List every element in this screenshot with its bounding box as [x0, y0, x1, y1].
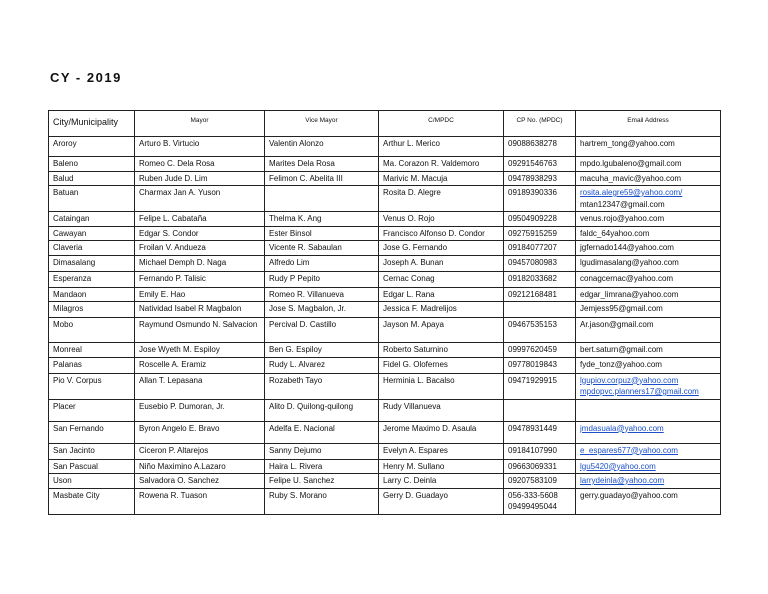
table-row: [49, 357, 721, 373]
cp-number-cell: 09663069331: [504, 459, 576, 474]
city-cell: Monreal: [49, 343, 135, 358]
vice-mayor-cell: Felimon C. Abelita III: [265, 171, 379, 186]
table-row: [49, 212, 721, 227]
table-row: [49, 488, 721, 514]
directory-table: [48, 110, 721, 515]
table-row: [49, 399, 721, 421]
mpdc-cell: Francisco Alfonso D. Condor: [379, 226, 504, 241]
vice-mayor-cell: Marites Dela Rosa: [265, 157, 379, 172]
email-link[interactable]: jmdasuala@yahoo.com: [580, 423, 664, 433]
email-text: mtan12347@gmail.com: [580, 199, 665, 209]
city-cell: Claveria: [49, 241, 135, 256]
email-cell: [576, 302, 721, 318]
email-text: lgudimasalang@yahoo.com: [580, 257, 679, 267]
cp-number-cell: 09291546763: [504, 157, 576, 172]
cp-number-cell: 09184107990: [504, 443, 576, 459]
email-cell: [576, 373, 721, 399]
email-cell: [576, 488, 721, 514]
table-row: [49, 421, 721, 443]
city-cell: Baleno: [49, 157, 135, 172]
cp-number-cell: 09182033682: [504, 271, 576, 287]
mpdc-cell: Larry C. Deinla: [379, 474, 504, 489]
city-cell: Palanas: [49, 357, 135, 373]
email-cell: [576, 241, 721, 256]
mpdc-cell: Fidel G. Olofernes: [379, 357, 504, 373]
vice-mayor-cell: Percival D. Castillo: [265, 318, 379, 343]
email-cell: [576, 271, 721, 287]
email-text: edgar_limrana@yahoo.com: [580, 289, 679, 299]
city-cell: Milagros: [49, 302, 135, 318]
email-text: faldc_64yahoo.com: [580, 228, 650, 238]
city-cell: Balud: [49, 171, 135, 186]
mpdc-cell: Ma. Corazon R. Valdemoro: [379, 157, 504, 172]
vice-mayor-cell: Ester Binsol: [265, 226, 379, 241]
column-header: Email Address: [576, 111, 721, 137]
table-row: [49, 271, 721, 287]
table-row: [49, 241, 721, 256]
email-cell: [576, 255, 721, 271]
email-cell: [576, 226, 721, 241]
mayor-cell: Salvadora O. Sanchez: [135, 474, 265, 489]
mayor-cell: Jose Wyeth M. Espiloy: [135, 343, 265, 358]
email-cell: [576, 137, 721, 157]
column-header: CP No. (MPDC): [504, 111, 576, 137]
vice-mayor-cell: Rozabeth Tayo: [265, 373, 379, 399]
mpdc-cell: Joseph A. Bunan: [379, 255, 504, 271]
table-row: [49, 157, 721, 172]
mayor-cell: Emily E. Hao: [135, 287, 265, 302]
mayor-cell: Romeo C. Dela Rosa: [135, 157, 265, 172]
table-row: [49, 226, 721, 241]
vice-mayor-cell: Sanny Dejumo: [265, 443, 379, 459]
cp-number-cell: 09997620459: [504, 343, 576, 358]
mpdc-cell: Herminia L. Bacalso: [379, 373, 504, 399]
email-text: Ar.jason@gmail.com: [580, 320, 654, 329]
email-text: bert.saturn@gmail.com: [580, 345, 663, 354]
city-cell: Esperanza: [49, 271, 135, 287]
cp-number-cell: 056-333-5608 09499495044: [504, 488, 576, 514]
column-header: City/Municipality: [49, 111, 135, 137]
vice-mayor-cell: Alfredo Lim: [265, 255, 379, 271]
mayor-cell: Natividad Isabel R Magbalon: [135, 302, 265, 318]
city-cell: San Pascual: [49, 459, 135, 474]
email-text: jgfernado144@yahoo.com: [580, 243, 674, 252]
mayor-cell: Michael Demph D. Naga: [135, 255, 265, 271]
email-text: hartrem_tong@yahoo.com: [580, 139, 675, 148]
cp-number-cell: 09471929915: [504, 373, 576, 399]
vice-mayor-cell: Romeo R. Villanueva: [265, 287, 379, 302]
mayor-cell: Byron Angelo E. Bravo: [135, 421, 265, 443]
email-cell: [576, 157, 721, 172]
mpdc-cell: Venus O. Rojo: [379, 212, 504, 227]
cp-number-cell: [504, 302, 576, 318]
table-row: [49, 459, 721, 474]
city-cell: Dimasalang: [49, 255, 135, 271]
city-cell: San Jacinto: [49, 443, 135, 459]
cp-number-cell: 09212168481: [504, 287, 576, 302]
email-cell: [576, 212, 721, 227]
email-cell: [576, 357, 721, 373]
email-link[interactable]: lgu5420@yahoo.com: [580, 461, 656, 471]
email-text: mpdo.lgubaleno@gmail.com: [580, 159, 682, 168]
city-cell: San Fernando: [49, 421, 135, 443]
vice-mayor-cell: Adelfa E. Nacional: [265, 421, 379, 443]
vice-mayor-cell: Ruby S. Morano: [265, 488, 379, 514]
email-cell: [576, 474, 721, 489]
cp-number-cell: 09184077207: [504, 241, 576, 256]
city-cell: Placer: [49, 399, 135, 421]
mpdc-cell: Jessica F. Madrelijos: [379, 302, 504, 318]
city-cell: Aroroy: [49, 137, 135, 157]
mpdc-cell: Marivic M. Macuja: [379, 171, 504, 186]
table-row: [49, 137, 721, 157]
mayor-cell: Edgar S. Condor: [135, 226, 265, 241]
mpdc-cell: Edgar L. Rana: [379, 287, 504, 302]
city-cell: Masbate City: [49, 488, 135, 514]
vice-mayor-cell: [265, 186, 379, 212]
table-row: [49, 474, 721, 489]
table-row: [49, 171, 721, 186]
email-text: venus.rojo@yahoo.com: [580, 214, 665, 223]
cp-number-cell: 09478931449: [504, 421, 576, 443]
table-row: [49, 255, 721, 271]
cp-number-cell: 09478938293: [504, 171, 576, 186]
mpdc-cell: Jayson M. Apaya: [379, 318, 504, 343]
mayor-cell: Felipe L. Cabataña: [135, 212, 265, 227]
email-text: fyde_tonz@yahoo.com: [580, 359, 662, 369]
mpdc-cell: Rudy Villanueva: [379, 399, 504, 421]
mpdc-cell: Rosita D. Alegre: [379, 186, 504, 212]
mpdc-cell: Arthur L. Merico: [379, 137, 504, 157]
email-link[interactable]: rosita.alegre59@yahoo.com/: [580, 188, 683, 197]
table-row: [49, 318, 721, 343]
mpdc-cell: Evelyn A. Espares: [379, 443, 504, 459]
mayor-cell: Ciceron P. Altarejos: [135, 443, 265, 459]
vice-mayor-cell: Valentin Alonzo: [265, 137, 379, 157]
cp-number-cell: 09189390336: [504, 186, 576, 212]
email-cell: [576, 186, 721, 212]
email-cell: [576, 343, 721, 358]
cp-number-cell: [504, 399, 576, 421]
page-title: CY - 2019: [50, 70, 122, 85]
email-link[interactable]: mpdopvc.planners17@gmail.com: [580, 387, 699, 396]
city-cell: Mandaon: [49, 287, 135, 302]
email-text: macuha_mavic@yahoo.com: [580, 173, 682, 183]
city-cell: Pio V. Corpus: [49, 373, 135, 399]
table-body: [49, 137, 721, 515]
email-cell: [576, 171, 721, 186]
mayor-cell: Rowena R. Tuason: [135, 488, 265, 514]
email-text: gerry.guadayo@yahoo.com: [580, 490, 678, 500]
email-cell: [576, 287, 721, 302]
table-row: [49, 373, 721, 399]
email-link[interactable]: e_espares677@yahoo.com: [580, 445, 678, 455]
table-row: [49, 443, 721, 459]
mayor-cell: Ruben Jude D. Lim: [135, 171, 265, 186]
city-cell: Cataingan: [49, 212, 135, 227]
table-row: [49, 343, 721, 358]
table-row: [49, 302, 721, 318]
vice-mayor-cell: Felipe U. Sanchez: [265, 474, 379, 489]
mpdc-cell: Cernac Conag: [379, 271, 504, 287]
mpdc-cell: Jose G. Fernando: [379, 241, 504, 256]
email-cell: [576, 443, 721, 459]
mayor-cell: Roscelle A. Eramiz: [135, 357, 265, 373]
email-link[interactable]: lgupiov.corpuz@yahoo.com: [580, 375, 679, 385]
vice-mayor-cell: Rudy P Pepito: [265, 271, 379, 287]
mpdc-cell: Henry M. Sullano: [379, 459, 504, 474]
cp-number-cell: 09504909228: [504, 212, 576, 227]
vice-mayor-cell: Jose S. Magbalon, Jr.: [265, 302, 379, 318]
mpdc-cell: Jerome Maximo D. Asaula: [379, 421, 504, 443]
mayor-cell: Niño Maximino A.Lazaro: [135, 459, 265, 474]
cp-number-cell: 09207583109: [504, 474, 576, 489]
cp-number-cell: 09467535153: [504, 318, 576, 343]
table-row: [49, 186, 721, 212]
vice-mayor-cell: Haira L. Rivera: [265, 459, 379, 474]
vice-mayor-cell: Alito D. Quilong-quilong: [265, 399, 379, 421]
city-cell: Mobo: [49, 318, 135, 343]
city-cell: Batuan: [49, 186, 135, 212]
vice-mayor-cell: Ben G. Espiloy: [265, 343, 379, 358]
city-cell: Uson: [49, 474, 135, 489]
vice-mayor-cell: Rudy L. Alvarez: [265, 357, 379, 373]
cp-number-cell: 09275915259: [504, 226, 576, 241]
email-cell: [576, 421, 721, 443]
city-cell: Cawayan: [49, 226, 135, 241]
table-row: [49, 287, 721, 302]
cp-number-cell: 09778019843: [504, 357, 576, 373]
column-header: Mayor: [135, 111, 265, 137]
column-header: C/MPDC: [379, 111, 504, 137]
mpdc-cell: Gerry D. Guadayo: [379, 488, 504, 514]
mayor-cell: Allan T. Lepasana: [135, 373, 265, 399]
mayor-cell: Arturo B. Virtucio: [135, 137, 265, 157]
email-cell: [576, 399, 721, 421]
cp-number-cell: 09088638278: [504, 137, 576, 157]
mayor-cell: Eusebio P. Dumoran, Jr.: [135, 399, 265, 421]
email-link[interactable]: larrydeinla@yahoo.com: [580, 476, 665, 485]
cp-number-cell: 09457080983: [504, 255, 576, 271]
column-header: Vice Mayor: [265, 111, 379, 137]
vice-mayor-cell: Vicente R. Sabaulan: [265, 241, 379, 256]
mayor-cell: Froilan V. Andueza: [135, 241, 265, 256]
mayor-cell: Fernando P. Talisic: [135, 271, 265, 287]
mpdc-cell: Roberto Saturnino: [379, 343, 504, 358]
vice-mayor-cell: Thelma K. Ang: [265, 212, 379, 227]
email-cell: [576, 318, 721, 343]
mayor-cell: Raymund Osmundo N. Salvacion: [135, 318, 265, 343]
mayor-cell: Charmax Jan A. Yuson: [135, 186, 265, 212]
email-cell: [576, 459, 721, 474]
header-row: [49, 111, 721, 137]
email-text: Jemjess95@gmail.com: [580, 304, 663, 313]
email-text: conagcernac@yahoo.com: [580, 273, 674, 283]
